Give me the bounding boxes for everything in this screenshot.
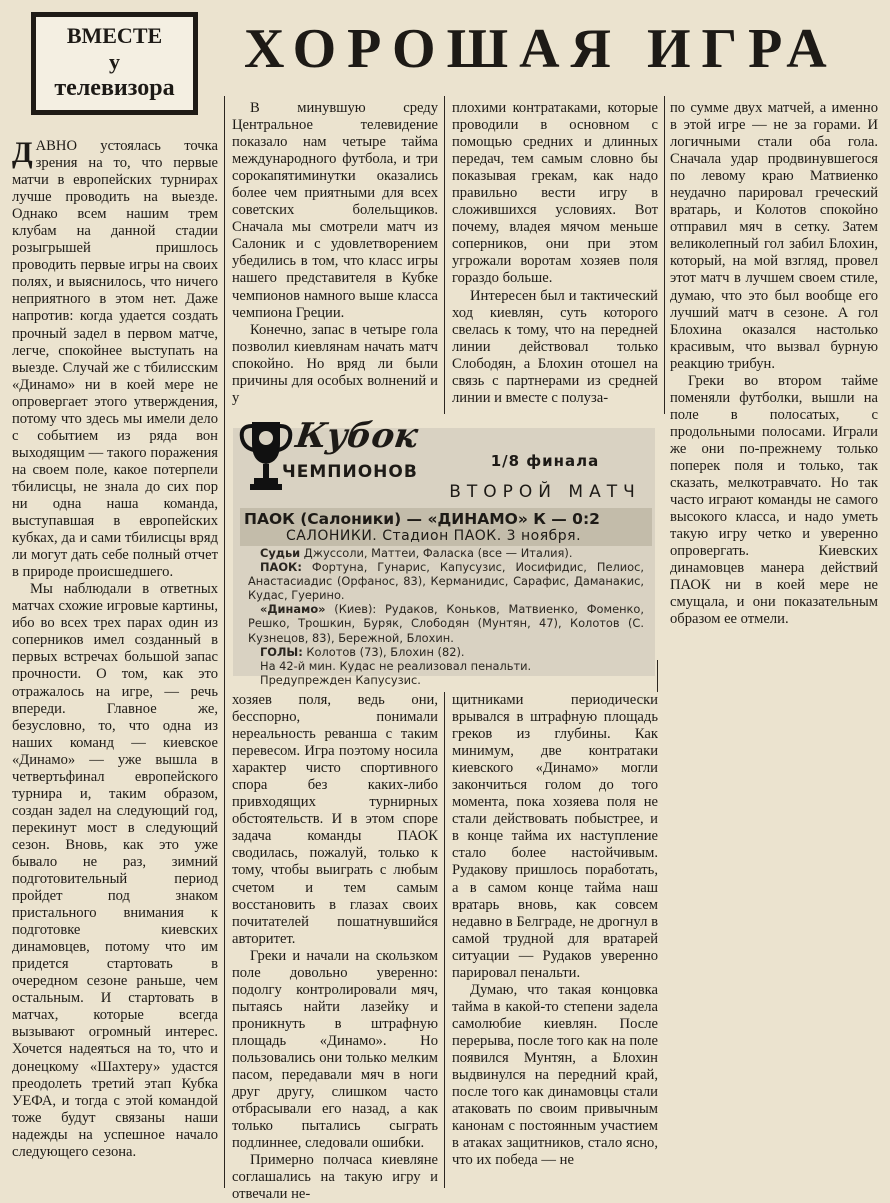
dynamo-line bbox=[248, 602, 644, 644]
paok-label: ПАОК: bbox=[260, 560, 302, 575]
warning-line: Предупрежден Капусузис. bbox=[260, 672, 421, 687]
article-paragraph: В минувшую среду Центральное телевидение показало нам четыре тайма международного футбола, и три сорокапятиминутки оказались более чем приятными для всех советских болельщиков. Сначала мы смотрели матч из Салоник и с удовлетворением убедились в том, что класс игры нашего представителя в Кубке чемпионов намного выше класса чемпиона Греции. bbox=[232, 100, 438, 321]
match-lineups bbox=[248, 546, 644, 687]
column-rule bbox=[664, 96, 665, 414]
column-rule bbox=[657, 660, 658, 692]
article-paragraph: Примерно полчаса киевляне соглашались на такую игру и отвечали не- bbox=[232, 1152, 438, 1203]
trophy-icon bbox=[238, 414, 294, 496]
article-column-3-bottom bbox=[452, 692, 658, 1169]
goals-text: Колотов (73), Блохин (82). bbox=[306, 644, 465, 659]
paragraph-text: АВНО устоялась точка зрения на то, что первые матчи в европейских турнирах лучше проводить на выезде. Однако всем нашим трем клубам на данной стадии розыгрышей пришлось проводить первые игры на своих полях, и выяснилось, что ничего неприятного в этом нет. Даже напротив: когда удается создать прочный задел в первом матче, легче, спокойнее выступать на выезде. Случай же с тбилисским «Динамо» ни в коей мере не опровергает этого утверждения, потому что здесь мы имели дело с событием из ряда вон выходящим — такого поражения на своем поле, какое потерпели тбилисцы, не знала до сих пор ни одна наша команда, выступавшая в европейских кубках, да и сами тбилисцы вряд ли могут дать себе полный отчет в природе происшедшего. bbox=[12, 138, 218, 581]
goals-line bbox=[248, 645, 644, 659]
article-paragraph: Конечно, запас в четыре гола позволил киевлянам начать матч спокойно. Но вряд ли были причины для особых волнений и у bbox=[232, 321, 438, 406]
paok-lineup: Фортуна, Гунарис, Капусузис, Иосифидис, Пелиос, Анастасиадис (Орфанос, 83), Керманидис, Сарафис, Даманакис, Кудас, Гуерино. bbox=[248, 560, 645, 603]
headline: ХОРОШАЯ ИГРА bbox=[244, 18, 838, 80]
round-caption bbox=[440, 452, 650, 502]
dynamo-label: «Динамо» bbox=[260, 602, 326, 617]
referees-label: Судьи bbox=[260, 546, 301, 560]
article-column-3-top bbox=[452, 100, 658, 407]
round-leg: ВТОРОЙ МАТЧ bbox=[449, 482, 641, 502]
logo-word-cup: Кубок bbox=[293, 416, 421, 456]
column-rule bbox=[224, 96, 225, 1188]
column-rule bbox=[444, 692, 445, 1188]
rubric-line-3: телевизора bbox=[54, 75, 175, 101]
penalty-line: На 42-й мин. Кудас не реализовал пенальти. bbox=[260, 658, 532, 673]
article-paragraph: Интересен был и тактический ход киевлян, суть которого свелась к тому, что на передней линии действовал только Слободян, а Блохин отошел на связь с партнерами из средней линии и вместе с полуза- bbox=[452, 287, 658, 406]
article-paragraph: плохими контратаками, которые проводили в основном с помощью средних и длинных передач, тем самым словно бы показывая грекам, как надо правильно вести игру в сложившихся условиях. Вот почему, владея мячом меньше соперников, они при этом угрожали воротам хозяев поля гораздо больше. bbox=[452, 100, 658, 287]
match-score: ПАОК (Салоники) — «ДИНАМО» К — 0:2 bbox=[244, 510, 600, 528]
dynamo-lineup: (Киев): Рудаков, Коньков, Матвиенко, Фоменко, Решко, Трошкин, Буряк, Слободян (Мунтян, 47), Колотов (С. Кузнецов, 83), Бережной, Блохин. bbox=[248, 602, 645, 645]
rubric-box bbox=[31, 12, 198, 115]
rubric-line-1: ВМЕСТЕ bbox=[66, 23, 163, 48]
article-paragraph: по сумме двух матчей, а именно в этой игре — не за горами. И логичными стали оба гола. Сначала удар продвинувшегося по левому краю Матвиенко неудачно парировал греческий вратарь, и Колотов спокойно отправил мяч в сетку. Затем великолепный гол забил Блохин, который, на мой взгляд, провел этот матч в лучшем своем стиле, думаю, что это был вообще его лучший матч в сезоне. А гол Блохина оказался настолько красивым, что вызвал бурную реакцию трибун. bbox=[670, 100, 878, 372]
article-paragraph: Греки и начали на скользком поле довольно уверенно: подолгу контролировали мяч, пытаясь найти лазейку и проникнуть в штрафную площадь «Динамо». Но пользовались они только мелким пасом, передавали мяч в ноги друг другу, слишком часто отбрасывали его назад, а как только пытались сыграть подлиннее, следовали ошибки. bbox=[232, 947, 438, 1152]
article-paragraph bbox=[12, 138, 218, 581]
drop-cap: Д bbox=[12, 136, 33, 169]
champions-cup-logo bbox=[238, 414, 438, 496]
article-paragraph: щитниками периодически врывался в штрафную площадь греков из глубины. Как минимум, две контратаки киевского «Динамо» могли закончиться голом до того момента, пока хозяева поля не стали действовать побыстрее, и в конце тайма их наступление стало более настойчивым. Рудакову пришлось поработать, а в самом конце тайма наш вратарь вновь, как совсем недавно в Белграде, не дрогнул в самой трудной для вратарей ситуации — Рудаков уверенно парировал пенальти. bbox=[452, 692, 658, 981]
match-venue: САЛОНИКИ. Стадион ПАОК. 3 ноября. bbox=[286, 528, 582, 544]
article-paragraph: хозяев поля, ведь они, бесспорно, понимали нереальность реванша с таким перевесом. Игра поэтому носила характер чисто спортивного спора без каких-либо привходящих турнирных обстоятельств. И в этом споре задача команды ПАОК сводилась, пожалуй, только к тому, чтобы выиграть с любым счетом и тем самым восстановить в глазах своих почитателей пошатнувшийся авторитет. bbox=[232, 692, 438, 947]
article-column-4 bbox=[670, 100, 878, 628]
referees-line bbox=[248, 546, 644, 560]
column-rule bbox=[444, 96, 445, 414]
referees-text: Джуссоли, Маттеи, Фаласка (все — Италия). bbox=[303, 546, 573, 560]
article-column-2-bottom bbox=[232, 692, 438, 1203]
rubric-line-2: у bbox=[109, 49, 120, 74]
article-paragraph: Греки во втором тайме поменяли футболки, вышли на поле в полосатых, с продольными полосами. Играли же они по-прежнему только поперек поля и только, так сказать, мелкотравчато. Но так часто играют команды не самого высокого класса, и надо уметь такую игру четко и уверенно опровергать. Киевских динамовцев манера действий ПАОК ни в коей мере не смущала, и они показательным образом ее отмели. bbox=[670, 372, 878, 628]
article-column-1 bbox=[12, 138, 218, 1161]
article-paragraph: Мы наблюдали в ответных матчах схожие игровые картины, ибо во всех трех парах один из соперников имел созданный в первых встречах большой запас прочности. О том, как это отражалось на игре, — речь впереди. Главное же, безусловно, то, что одна из наших команд — киевское «Динамо» — уже вышла в четвертьфинал европейского турнира и, таким образом, создан задел на следующий год, перекинут мост в следующий сезон. Вновь, как это уже бывало не раз, зимний подготовительный период пройдет под знаком пристального внимания к подготовке киевских динамовцев, потому что им придется стартовать в очередном сезоне раньше, чем остальным. И стартовать в матчах, которые всегда вызывают огромный интерес. Хочется надеяться на то, что и донецкому «Шахтеру» удастся преодолеть третий этап Кубка УЕФА, и тогда с этой командой тоже будут связаны наши надежды на успешное начало следующего сезона. bbox=[12, 581, 218, 1160]
match-result-band bbox=[240, 508, 652, 546]
article-paragraph: Думаю, что такая концовка тайма в какой-то степени задела самолюбие киевлян. После перерыва, после того как на поле появился Мунтян, а Блохин выдвинулся на передний край, после того как динамовцы стали атаковать по своим привычным канонам с постоянным участием в атаках защитников, стало ясно, что их победа — не bbox=[452, 981, 658, 1169]
logo-word-champions: ЧЕМПИОНОВ bbox=[282, 462, 418, 482]
round-stage: 1/8 финала bbox=[490, 452, 600, 470]
paok-line bbox=[248, 560, 644, 602]
goals-label: ГОЛЫ: bbox=[260, 644, 303, 659]
article-column-2-top bbox=[232, 100, 438, 407]
